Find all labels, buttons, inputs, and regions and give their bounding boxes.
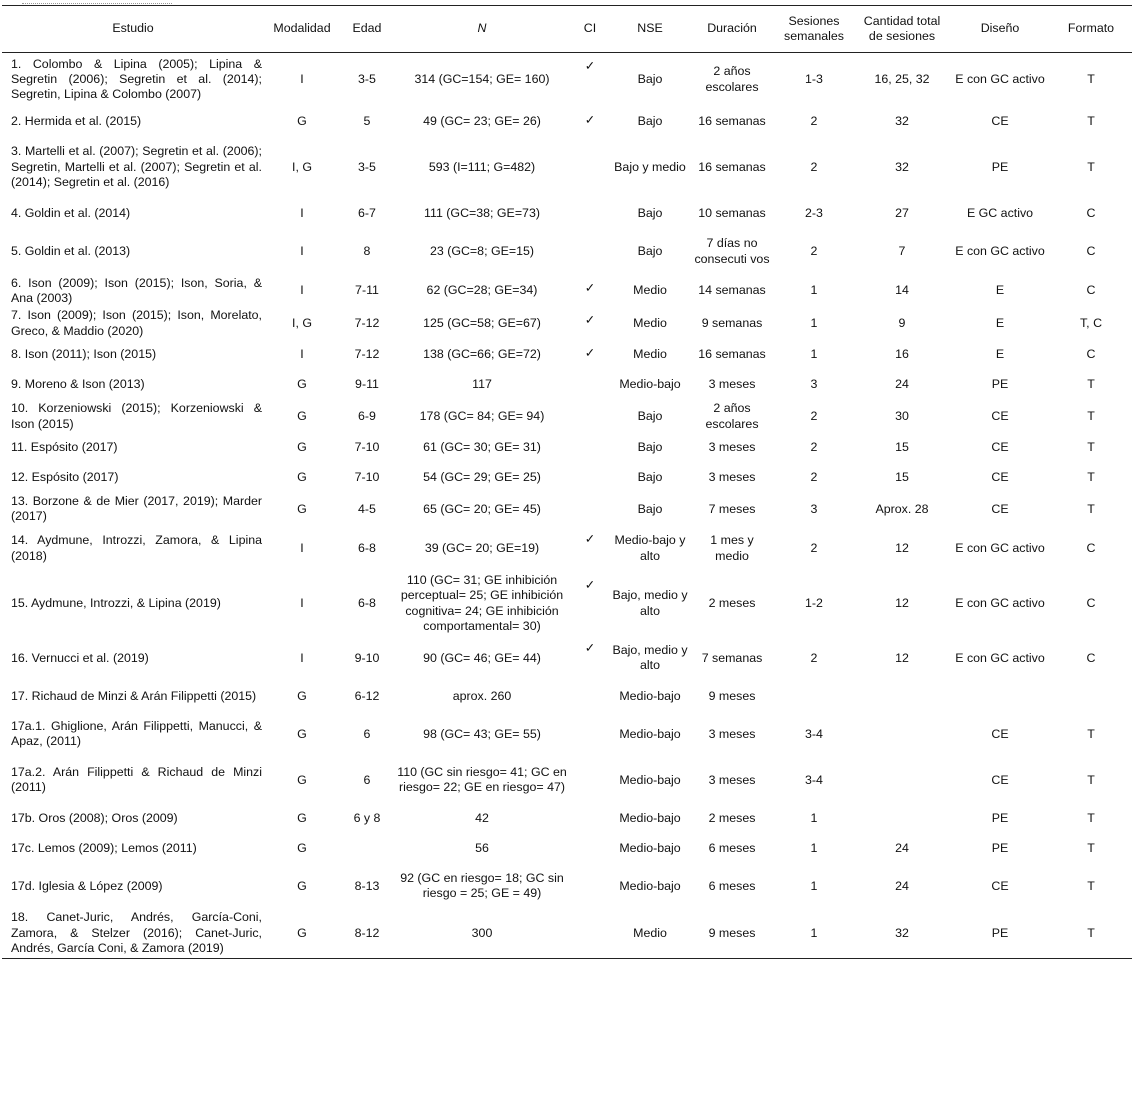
cell-n: 39 (GC= 20; GE=19): [424, 541, 540, 556]
cell-sesiones-semanales: 1-3: [805, 72, 823, 87]
cell-duracion: 6 meses: [708, 840, 756, 855]
cell-total-sesiones: 9: [898, 316, 906, 331]
cell-edad: 6: [363, 772, 371, 787]
cell-ci: [570, 803, 610, 833]
cell-modalidad: G: [264, 909, 340, 958]
cell-modalidad: G: [297, 377, 307, 392]
cell-diseno: E: [995, 283, 1005, 298]
table-row: [2, 757, 1132, 803]
cell-modalidad: G: [297, 810, 307, 825]
cell-ci: ✓: [584, 641, 596, 656]
cell-modalidad: I: [300, 541, 304, 556]
cell-n: 314 (GC=154; GE= 160): [414, 72, 550, 87]
cell-formato: C: [1086, 347, 1096, 362]
cell-total-sesiones: 27: [895, 205, 909, 220]
cell-formato: T: [1050, 909, 1132, 958]
table-row: [2, 635, 1132, 681]
cell-sesiones-semanales: 1: [810, 840, 818, 855]
cell-nse: Medio: [633, 347, 667, 362]
cell-nse: Bajo: [637, 470, 663, 485]
cell-edad: 4-5: [358, 501, 376, 516]
cell-diseno: CE: [991, 408, 1009, 423]
table-row: [2, 400, 1132, 433]
cell-ci: [570, 681, 610, 711]
cell-edad: 6-7: [358, 205, 376, 220]
cell-formato: [1050, 681, 1132, 711]
table-row: [2, 863, 1132, 909]
cell-modalidad: I: [300, 595, 304, 610]
cell-ci: [570, 463, 610, 493]
cell-sesiones-semanales: 2: [810, 159, 818, 174]
cell-diseno: CE: [991, 501, 1009, 516]
cell-diseno: E con GC activo: [955, 243, 1045, 258]
header-n: N: [394, 6, 570, 53]
cell-estudio: 15. Aydmune, Introzzi, & Lipina (2019): [11, 595, 221, 610]
cell-edad: 3-5: [358, 72, 376, 87]
cell-n: 54 (GC= 29; GE= 25): [423, 470, 541, 485]
header-modalidad: Modalidad: [264, 6, 340, 53]
cell-modalidad: G: [297, 408, 307, 423]
table-row: [2, 681, 1132, 711]
cell-modalidad: I, G: [292, 159, 312, 174]
cell-total-sesiones: 15: [895, 440, 909, 455]
cell-ci: ✓: [584, 59, 596, 73]
table-row: [2, 340, 1132, 370]
cell-nse: Medio-bajo: [619, 878, 681, 893]
cell-diseno: PE: [991, 159, 1009, 174]
cell-sesiones-semanales: 3-4: [805, 772, 823, 787]
cell-n: 98 (GC= 43; GE= 55): [423, 726, 541, 741]
cell-modalidad: G: [297, 113, 307, 128]
cell-ci: [570, 863, 610, 909]
table-row: [2, 909, 1132, 958]
cell-total-sesiones: 30: [895, 408, 909, 423]
cell-sesiones-semanales: 1: [810, 316, 818, 331]
cell-duracion: 2 meses: [708, 595, 756, 610]
cell-formato: T: [1087, 810, 1095, 825]
cell-duracion: 14 semanas: [698, 283, 766, 298]
cell-total-sesiones: 12: [895, 541, 909, 556]
table-row: [2, 137, 1132, 199]
cell-diseno: E: [995, 316, 1005, 331]
cell-total-sesiones: 24: [895, 878, 909, 893]
cell-nse: Bajo, medio y alto: [612, 642, 688, 673]
cell-ci: [570, 137, 610, 199]
cell-n: 92 (GC en riesgo= 18; GC sin riesgo = 25; GE = 49): [400, 870, 564, 901]
cell-formato: C: [1086, 283, 1096, 298]
cell-ci: ✓: [584, 280, 596, 295]
cell-modalidad: G: [297, 440, 307, 455]
cell-duracion: 6 meses: [708, 878, 756, 893]
cell-estudio: 17a.2. Arán Filippetti & Richaud de Minzi (2011): [11, 764, 262, 795]
table-row: [2, 307, 1132, 340]
cell-total-sesiones: 32: [895, 159, 909, 174]
cell-duracion: 9 meses: [708, 688, 756, 703]
cell-sesiones-semanales: 2: [810, 440, 818, 455]
cell-nse: Medio-bajo: [619, 772, 681, 787]
cropped-previous-line: [22, 0, 172, 4]
cell-n: 56: [475, 840, 489, 855]
cell-formato: T: [1087, 470, 1095, 485]
cell-estudio: 17a.1. Ghiglione, Arán Filippetti, Manucci, & Apaz, (2011): [11, 718, 262, 749]
cell-modalidad: G: [297, 878, 307, 893]
cell-formato: C: [1086, 243, 1096, 258]
cell-diseno: CE: [991, 440, 1009, 455]
cell-nse: Medio: [633, 283, 667, 298]
cell-estudio: 13. Borzone & de Mier (2017, 2019); Marder (2017): [11, 493, 262, 524]
cell-sesiones-semanales: 2: [810, 470, 818, 485]
table-row: [2, 107, 1132, 137]
table-row: [2, 275, 1132, 308]
table-row: [2, 433, 1132, 463]
studies-table: [2, 5, 1132, 959]
cell-n: 65 (GC= 20; GE= 45): [423, 501, 541, 516]
cell-modalidad: G: [297, 470, 307, 485]
cell-duracion: 16 semanas: [698, 347, 766, 362]
cell-nse: Bajo: [637, 243, 663, 258]
cell-sesiones-semanales: 1: [774, 909, 854, 958]
table-body: [2, 53, 1132, 959]
cell-duracion: 1 mes y medio: [710, 533, 754, 563]
cell-total-sesiones: [854, 757, 950, 803]
cell-total-sesiones: 24: [895, 377, 909, 392]
cell-edad: 7-12: [354, 316, 380, 331]
cell-total-sesiones: 12: [895, 650, 909, 665]
cell-nse: Bajo: [637, 408, 663, 423]
cell-nse: Bajo, medio y alto: [612, 588, 688, 618]
cell-formato: C: [1086, 650, 1096, 665]
cell-n: 111 (GC=38; GE=73): [424, 205, 540, 220]
cell-edad: 8-13: [354, 878, 380, 893]
cell-ci: ✓: [584, 112, 596, 127]
cell-nse: Bajo: [637, 113, 663, 128]
cell-diseno: CE: [991, 113, 1009, 128]
cell-n: 125 (GC=58; GE=67): [423, 316, 541, 331]
cell-edad: 6: [363, 726, 371, 741]
cell-duracion: 7 días no consecuti vos: [694, 236, 770, 266]
cell-formato: C: [1086, 541, 1096, 556]
cell-total-sesiones: 14: [895, 283, 909, 298]
cell-ci: ✓: [584, 577, 596, 592]
header-diseno: Diseño: [950, 6, 1050, 53]
cell-diseno: E con GC activo: [955, 595, 1045, 610]
cell-n: 117: [472, 377, 492, 392]
cell-n: 300: [394, 909, 570, 958]
cell-edad: 9-10: [354, 650, 380, 665]
cell-modalidad: I: [300, 243, 304, 258]
cell-total-sesiones: [854, 711, 950, 757]
cell-ci: ✓: [584, 346, 596, 361]
cell-modalidad: I, G: [292, 316, 312, 331]
header-nse: NSE: [610, 6, 690, 53]
cell-edad: 6-9: [358, 408, 376, 423]
cell-modalidad: G: [297, 840, 307, 855]
cell-formato: T: [1087, 408, 1095, 423]
cell-total-sesiones: 24: [895, 840, 909, 855]
cell-estudio: 2. Hermida et al. (2015): [11, 113, 142, 128]
cell-duracion: 3 meses: [708, 440, 756, 455]
cell-total-sesiones: 16: [895, 347, 909, 362]
cell-nse: Medio: [633, 316, 667, 331]
cell-total-sesiones: 32: [895, 113, 909, 128]
table-row: [2, 526, 1132, 572]
cell-total-sesiones: [854, 681, 950, 711]
cell-ci: [570, 433, 610, 463]
cell-duracion: 7 meses: [708, 501, 756, 516]
cell-sesiones-semanales: 2: [810, 113, 818, 128]
cell-sesiones-semanales: 2: [810, 243, 818, 258]
header-duracion: Duración: [690, 6, 774, 53]
cell-nse: Medio-bajo: [619, 810, 681, 825]
cell-n: 178 (GC= 84; GE= 94): [419, 408, 545, 423]
cell-estudio: 11. Espósito (2017): [11, 440, 118, 455]
cell-ci: [570, 370, 610, 400]
cell-modalidad: G: [297, 772, 307, 787]
cell-n: 42: [475, 810, 489, 825]
header-sesiones-semanales: Sesiones semanales: [774, 6, 854, 53]
cell-formato: T: [1087, 159, 1095, 174]
header-total-sesiones: Cantidad total de sesiones: [854, 6, 950, 53]
cell-estudio: 6. Ison (2009); Ison (2015); Ison, Soria, & Ana (2003): [11, 275, 262, 305]
cell-ci: [570, 711, 610, 757]
cell-ci: [570, 199, 610, 229]
cell-n: 61 (GC= 30; GE= 31): [423, 440, 541, 455]
cell-sesiones-semanales: 1: [810, 283, 818, 298]
cell-duracion: 16 semanas: [698, 113, 766, 128]
cell-diseno: E con GC activo: [955, 650, 1045, 665]
cell-formato: T: [1087, 878, 1095, 893]
cell-ci: [570, 400, 610, 433]
cell-estudio: 1. Colombo & Lipina (2005); Lipina & Segretin (2006); Segretin et al. (2014); Segretin, Lipina & Colombo (2007): [11, 56, 262, 102]
cell-total-sesiones: 32: [854, 909, 950, 958]
cell-n: 90 (GC= 46; GE= 44): [423, 650, 541, 665]
table-row: [2, 493, 1132, 526]
cell-diseno: PE: [991, 840, 1009, 855]
cell-duracion: 9 semanas: [701, 316, 763, 331]
cell-total-sesiones: 12: [895, 595, 909, 610]
cell-estudio: 17. Richaud de Minzi & Arán Filippetti (2015): [11, 688, 257, 703]
cell-edad: 3-5: [358, 159, 376, 174]
cell-formato: T: [1087, 72, 1095, 87]
table-row: [2, 463, 1132, 493]
cell-nse: Medio-bajo: [619, 726, 681, 741]
cell-duracion: 3 meses: [708, 726, 756, 741]
cell-formato: T: [1087, 501, 1095, 516]
table-row: [2, 833, 1132, 863]
cell-edad: 6-12: [354, 688, 380, 703]
cell-diseno: E GC activo: [966, 205, 1034, 220]
cell-total-sesiones: 7: [898, 243, 906, 258]
table-row: [2, 370, 1132, 400]
cell-edad: 8: [363, 243, 371, 258]
cell-duracion: 16 semanas: [698, 159, 766, 174]
cell-sesiones-semanales: 3: [810, 501, 818, 516]
table-row: [2, 572, 1132, 636]
cell-n: 138 (GC=66; GE=72): [423, 347, 541, 362]
cell-sesiones-semanales: [774, 681, 854, 711]
cell-nse: Medio-bajo: [619, 840, 681, 855]
cell-diseno: CE: [991, 772, 1009, 787]
cell-modalidad: G: [297, 726, 307, 741]
cell-modalidad: I: [300, 205, 304, 220]
cell-duracion: 2 años escolares: [705, 401, 759, 431]
cell-formato: C: [1086, 595, 1096, 610]
cell-edad: [340, 833, 394, 863]
cell-estudio: 10. Korzeniowski (2015); Korzeniowski & Ison (2015): [11, 401, 262, 431]
cell-total-sesiones: [854, 803, 950, 833]
cell-diseno: CE: [991, 726, 1009, 741]
cell-nse: Bajo: [637, 501, 663, 516]
cell-nse: Bajo: [637, 72, 663, 87]
cell-sesiones-semanales: 1-2: [805, 595, 823, 610]
cell-ci: ✓: [584, 313, 596, 328]
cell-formato: T, C: [1079, 316, 1103, 331]
cell-sesiones-semanales: 2-3: [805, 205, 823, 220]
cell-ci: [570, 493, 610, 526]
cell-sesiones-semanales: 2: [810, 541, 818, 556]
cell-edad: 6-8: [358, 595, 376, 610]
cell-modalidad: I: [300, 347, 304, 362]
cell-sesiones-semanales: 1: [810, 347, 818, 362]
cell-estudio: 5. Goldin et al. (2013): [11, 243, 131, 258]
cell-n: 593 (I=111; G=482): [428, 159, 536, 174]
cell-formato: T: [1087, 772, 1095, 787]
cell-formato: T: [1087, 113, 1095, 128]
cell-n: 23 (GC=8; GE=15): [430, 243, 534, 258]
cell-ci: [570, 757, 610, 803]
cell-diseno: E con GC activo: [955, 72, 1045, 87]
cell-estudio: 4. Goldin et al. (2014): [11, 205, 131, 220]
cell-sesiones-semanales: 3: [810, 377, 818, 392]
cell-sesiones-semanales: 3-4: [805, 726, 823, 741]
cell-duracion: 9 meses: [690, 909, 774, 958]
header-estudio: Estudio: [2, 6, 264, 53]
cell-sesiones-semanales: 2: [810, 408, 818, 423]
cell-edad: 7-10: [354, 440, 380, 455]
header-edad: Edad: [340, 6, 394, 53]
cell-nse: Bajo: [637, 440, 663, 455]
cell-formato: T: [1087, 726, 1095, 741]
cell-modalidad: I: [300, 650, 304, 665]
cell-diseno: PE: [950, 909, 1050, 958]
cell-estudio: 12. Espósito (2017): [11, 470, 119, 485]
cell-estudio: 16. Vernucci et al. (2019): [11, 650, 149, 665]
cell-edad: 7-12: [354, 347, 380, 362]
cell-edad: 9-11: [355, 377, 379, 392]
cell-sesiones-semanales: 1: [810, 878, 818, 893]
cell-duracion: 3 meses: [708, 772, 756, 787]
cell-nse: Medio-bajo: [619, 688, 681, 703]
cell-duracion: 3 meses: [708, 377, 756, 392]
cell-n: 62 (GC=28; GE=34): [426, 283, 538, 298]
cell-diseno: CE: [991, 470, 1009, 485]
cell-edad: 7-11: [355, 283, 379, 298]
cell-diseno: CE: [991, 878, 1009, 893]
cell-diseno: PE: [991, 377, 1009, 392]
cell-total-sesiones: 15: [895, 470, 909, 485]
cell-formato: T: [1087, 840, 1095, 855]
cell-edad: 7-10: [354, 470, 380, 485]
cell-edad: 6 y 8: [353, 810, 381, 825]
cell-estudio: 17d. Iglesia & López (2009): [11, 878, 163, 893]
cell-nse: Bajo y medio: [614, 159, 686, 174]
table-row: [2, 803, 1132, 833]
cell-n: 110 (GC sin riesgo= 41; GC en riesgo= 22; GE en riesgo= 47): [397, 764, 567, 795]
cell-formato: T: [1087, 440, 1095, 455]
cell-estudio: 9. Moreno & Ison (2013): [11, 377, 145, 392]
cell-edad: 8-12: [340, 909, 394, 958]
cell-total-sesiones: 16, 25, 32: [874, 72, 930, 87]
cell-nse: Medio-bajo y alto: [614, 533, 686, 563]
cell-diseno: [950, 681, 1050, 711]
cell-estudio: 7. Ison (2009); Ison (2015); Ison, Morelato, Greco, & Maddio (2020): [11, 308, 262, 338]
cell-estudio: 18. Canet-Juric, Andrés, García-Coni, Zamora, & Stelzer (2016); Canet-Juric, Andrés, García Coni, & Zamora (2019): [2, 909, 264, 958]
header-formato: Formato: [1050, 6, 1132, 53]
cell-duracion: 7 semanas: [701, 650, 763, 665]
cell-nse: Medio-bajo: [619, 377, 681, 392]
table-row: [2, 53, 1132, 107]
cell-modalidad: G: [297, 688, 307, 703]
cell-diseno: PE: [991, 810, 1009, 825]
cell-diseno: E con GC activo: [955, 541, 1045, 556]
cell-ci: [570, 229, 610, 275]
cell-duracion: 10 semanas: [698, 205, 766, 220]
cell-ci: ✓: [584, 531, 596, 546]
cell-formato: T: [1087, 377, 1095, 392]
table-row: [2, 229, 1132, 275]
cell-ci: [570, 909, 610, 958]
cell-ci: [570, 833, 610, 863]
cell-modalidad: I: [300, 283, 304, 298]
cell-n: 110 (GC= 31; GE inhibición perceptual= 25; GE inhibición cognitiva= 24; GE inhibición comportamental= 30): [400, 572, 564, 633]
cell-nse: Bajo: [637, 205, 663, 220]
cell-estudio: 17c. Lemos (2009); Lemos (2011): [11, 840, 197, 855]
cell-estudio: 3. Martelli et al. (2007); Segretin et al. (2006); Segretin, Martelli et al. (2007); Segretin et al. (2014); Segretin et al. (2016): [11, 144, 262, 190]
cell-edad: 5: [363, 113, 371, 128]
cell-estudio: 14. Aydmune, Introzzi, Zamora, & Lipina (2018): [11, 533, 262, 563]
cell-duracion: 3 meses: [708, 470, 756, 485]
cell-duracion: 2 años escolares: [705, 64, 759, 94]
cell-sesiones-semanales: 2: [810, 650, 818, 665]
cell-estudio: 8. Ison (2011); Ison (2015): [11, 347, 157, 362]
cell-formato: C: [1086, 205, 1096, 220]
cell-edad: 6-8: [358, 541, 376, 556]
header-row: [2, 6, 1132, 53]
cell-sesiones-semanales: 1: [810, 810, 818, 825]
cell-n: 49 (GC= 23; GE= 26): [423, 113, 541, 128]
cell-n: aprox. 260: [452, 688, 512, 703]
table-row: [2, 199, 1132, 229]
cell-modalidad: G: [297, 501, 307, 516]
cell-nse: Medio: [610, 909, 690, 958]
table-row: [2, 711, 1132, 757]
cell-diseno: E: [995, 347, 1005, 362]
cell-estudio: 17b. Oros (2008); Oros (2009): [11, 810, 178, 825]
cell-total-sesiones: Aprox. 28: [875, 501, 929, 516]
header-ci: CI: [570, 6, 610, 53]
cell-modalidad: I: [300, 72, 304, 87]
cell-duracion: 2 meses: [708, 810, 756, 825]
